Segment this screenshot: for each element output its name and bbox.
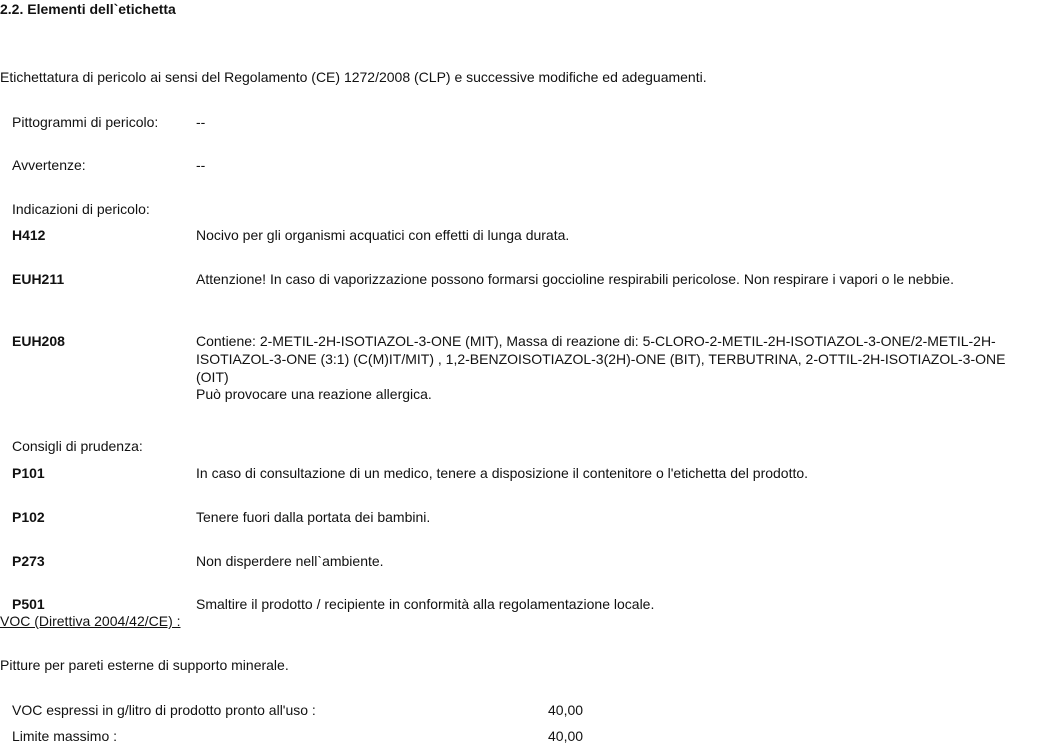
precautionary-statements-label: Consigli di prudenza: bbox=[12, 438, 143, 454]
precaution-text: Smaltire il prodotto / recipiente in conformità alla regolamentazione locale. bbox=[196, 596, 655, 612]
precaution-text: Tenere fuori dalla portata dei bambini. bbox=[196, 509, 431, 525]
precaution-text: In caso di consultazione di un medico, tenere a disposizione il contenitore o l'etichetta del prodotto. bbox=[196, 465, 809, 481]
hazard-text: Nocivo per gli organismi acquatici con effetti di lunga durata. bbox=[196, 227, 570, 243]
hazard-code: EUH211 bbox=[12, 271, 65, 287]
hazard-code: EUH208 bbox=[12, 333, 65, 349]
voc-row-label: Limite massimo : bbox=[12, 728, 118, 744]
precaution-code: P101 bbox=[12, 465, 45, 481]
pictograms-value: -- bbox=[196, 114, 206, 130]
hazard-statements-label: Indicazioni di pericolo: bbox=[12, 201, 150, 217]
voc-category: Pitture per pareti esterne di supporto minerale. bbox=[0, 657, 289, 673]
hazard-text: Attenzione! In caso di vaporizzazione possono formarsi goccioline respirabili pericolose. Non respirare i vapori o le nebbie. bbox=[196, 271, 954, 287]
precaution-text: Non disperdere nell`ambiente. bbox=[196, 553, 384, 569]
precaution-code: P102 bbox=[12, 509, 45, 525]
warnings-label: Avvertenze: bbox=[12, 157, 86, 173]
voc-row-label: VOC espressi in g/litro di prodotto pronto all'uso : bbox=[12, 702, 316, 718]
hazard-text-line2: Può provocare una reazione allergica. bbox=[196, 386, 432, 402]
voc-heading: VOC (Direttiva 2004/42/CE) : bbox=[0, 613, 181, 629]
hazard-text: Contiene: 2-METIL-2H-ISOTIAZOL-3-ONE (MIT), Massa di reazione di: 5-CLORO-2-METIL-2H-ISOTIAZOL-3-ONE/2-METIL-2H-ISOTIAZOL-3-ONE (3:1) (C(M)IT/MIT) , 1,2-BENZOISOTIAZOL-3(2H)-ONE (BIT), TERBUTRINA, 2-OTTIL-2H-ISOTIAZOL-3-ONE (OIT) bbox=[196, 333, 1006, 385]
precaution-code: P501 bbox=[12, 596, 45, 612]
precaution-code: P273 bbox=[12, 553, 45, 569]
warnings-value: -- bbox=[196, 157, 206, 173]
section-title: 2.2. Elementi dell`etichetta bbox=[0, 1, 176, 17]
voc-row-value: 40,00 bbox=[548, 702, 584, 718]
intro-text: Etichettatura di pericolo ai sensi del Regolamento (CE) 1272/2008 (CLP) e successive modifiche ed adeguamenti. bbox=[0, 69, 707, 85]
pictograms-label: Pittogrammi di pericolo: bbox=[12, 114, 159, 130]
voc-row-value: 40,00 bbox=[548, 728, 584, 744]
hazard-code: H412 bbox=[12, 227, 46, 243]
